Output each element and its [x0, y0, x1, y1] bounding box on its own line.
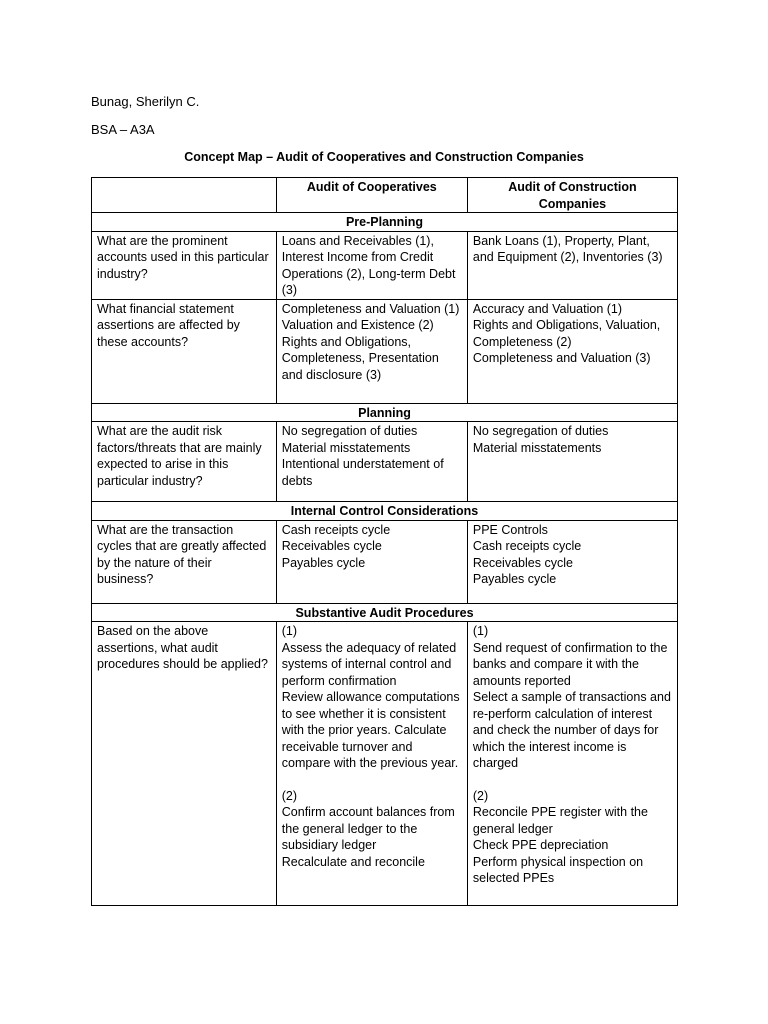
cell-line: Send request of confirmation to the banks and compare it with the amounts reported — [472, 640, 668, 688]
section-row-internal-control — [92, 502, 678, 521]
cell-line: Completeness and Valuation (3) — [472, 351, 651, 365]
table-row — [92, 231, 678, 299]
cell-line: No segregation of duties — [281, 424, 418, 438]
section-heading: Substantive Audit Procedures — [92, 603, 678, 622]
section-heading: Internal Control Considerations — [92, 502, 678, 521]
cell-line: Rights and Obligations, Valuation, Completeness (2) — [472, 318, 661, 349]
cell-line: Payables cycle — [281, 555, 366, 570]
header-cell-construction: Audit of Construction Companies — [467, 178, 677, 213]
cooperatives-cell — [276, 520, 467, 603]
cell-line: (1) — [472, 624, 489, 638]
cell-line: Accuracy and Valuation (1) — [472, 301, 623, 316]
cell-line: PPE Controls — [472, 522, 548, 537]
table-row — [92, 299, 678, 403]
cell-line: Loans and Receivables (1), Interest Income from Credit Operations (2), Long-term Debt (3) — [281, 233, 456, 297]
header-cell-cooperatives: Audit of Cooperatives — [276, 178, 467, 213]
section-heading: Planning — [92, 403, 678, 422]
section-row-substantive — [92, 603, 678, 622]
cell-line: Confirm account balances from the general ledger to the subsidiary ledger — [281, 805, 455, 852]
cooperatives-cell — [276, 622, 467, 906]
table-header-row — [92, 178, 678, 213]
document-title: Concept Map – Audit of Cooperatives and Construction Companies — [184, 150, 584, 164]
section-heading: Pre-Planning — [92, 213, 678, 232]
cell-line: Review allowance computations to see whether it is consistent with the prior years. Calculate receivable turnover and compare with the previous year. — [281, 690, 460, 770]
section-row-pre-planning — [92, 213, 678, 232]
cell-line: Receivables cycle — [281, 539, 382, 553]
cell-line: Cash receipts cycle — [472, 539, 582, 553]
cell-line: Material misstatements — [281, 440, 411, 455]
construction-cell — [467, 422, 677, 502]
table-row — [92, 520, 678, 603]
cell-line: Material misstatements — [472, 440, 602, 455]
cell-line: Valuation and Existence (2) — [281, 318, 434, 332]
section-row-planning — [92, 403, 678, 422]
construction-cell — [467, 299, 677, 403]
cooperatives-cell — [276, 299, 467, 403]
cell-line: Assess the adequacy of related systems of internal control and perform confirmation — [281, 640, 457, 688]
cell-line: Payables cycle — [472, 572, 557, 586]
line-gap — [282, 772, 462, 788]
cell-line: Rights and Obligations, Completeness, Presentation and disclosure (3) — [281, 334, 439, 382]
course-section: BSA – A3A — [91, 122, 155, 137]
line-gap — [473, 772, 672, 788]
construction-cell — [467, 622, 677, 906]
cell-line: Check PPE depreciation — [472, 838, 609, 852]
table-row — [92, 622, 678, 906]
construction-cell — [467, 231, 677, 299]
cooperatives-cell — [276, 231, 467, 299]
cell-line: Receivables cycle — [472, 555, 573, 570]
construction-cell — [467, 520, 677, 603]
cell-line: (2) — [281, 788, 298, 803]
header-cell-blank — [92, 178, 277, 213]
cell-line: (2) — [472, 788, 489, 803]
table-row — [92, 422, 678, 502]
cell-line: Perform physical inspection on selected PPEs — [472, 854, 644, 885]
cell-line: Select a sample of transactions and re-perform calculation of interest and check the number of days for which the interest income is charged — [472, 690, 671, 770]
cell-line: Intentional understatement of debts — [281, 457, 444, 488]
cell-line: No segregation of duties — [472, 424, 609, 438]
cell-line: Bank Loans (1), Property, Plant, and Equipment (2), Inventories (3) — [472, 233, 663, 264]
question-cell: What are the audit risk factors/threats that are mainly expected to arise in this particular industry? — [92, 422, 277, 502]
question-cell: What financial statement assertions are affected by these accounts? — [92, 299, 277, 403]
cooperatives-cell — [276, 422, 467, 502]
cell-line: Reconcile PPE register with the general ledger — [472, 805, 648, 836]
cell-line: Completeness and Valuation (1) — [281, 301, 460, 316]
cell-line: Cash receipts cycle — [281, 522, 391, 537]
cell-line: (1) — [281, 624, 298, 638]
question-cell: What are the prominent accounts used in this particular industry? — [92, 231, 277, 299]
concept-map-table — [91, 177, 678, 906]
question-cell: Based on the above assertions, what audit procedures should be applied? — [92, 622, 277, 906]
cell-line: Recalculate and reconcile — [281, 854, 425, 869]
student-name: Bunag, Sherilyn C. — [91, 94, 200, 109]
question-cell: What are the transaction cycles that are greatly affected by the nature of their business? — [92, 520, 277, 603]
